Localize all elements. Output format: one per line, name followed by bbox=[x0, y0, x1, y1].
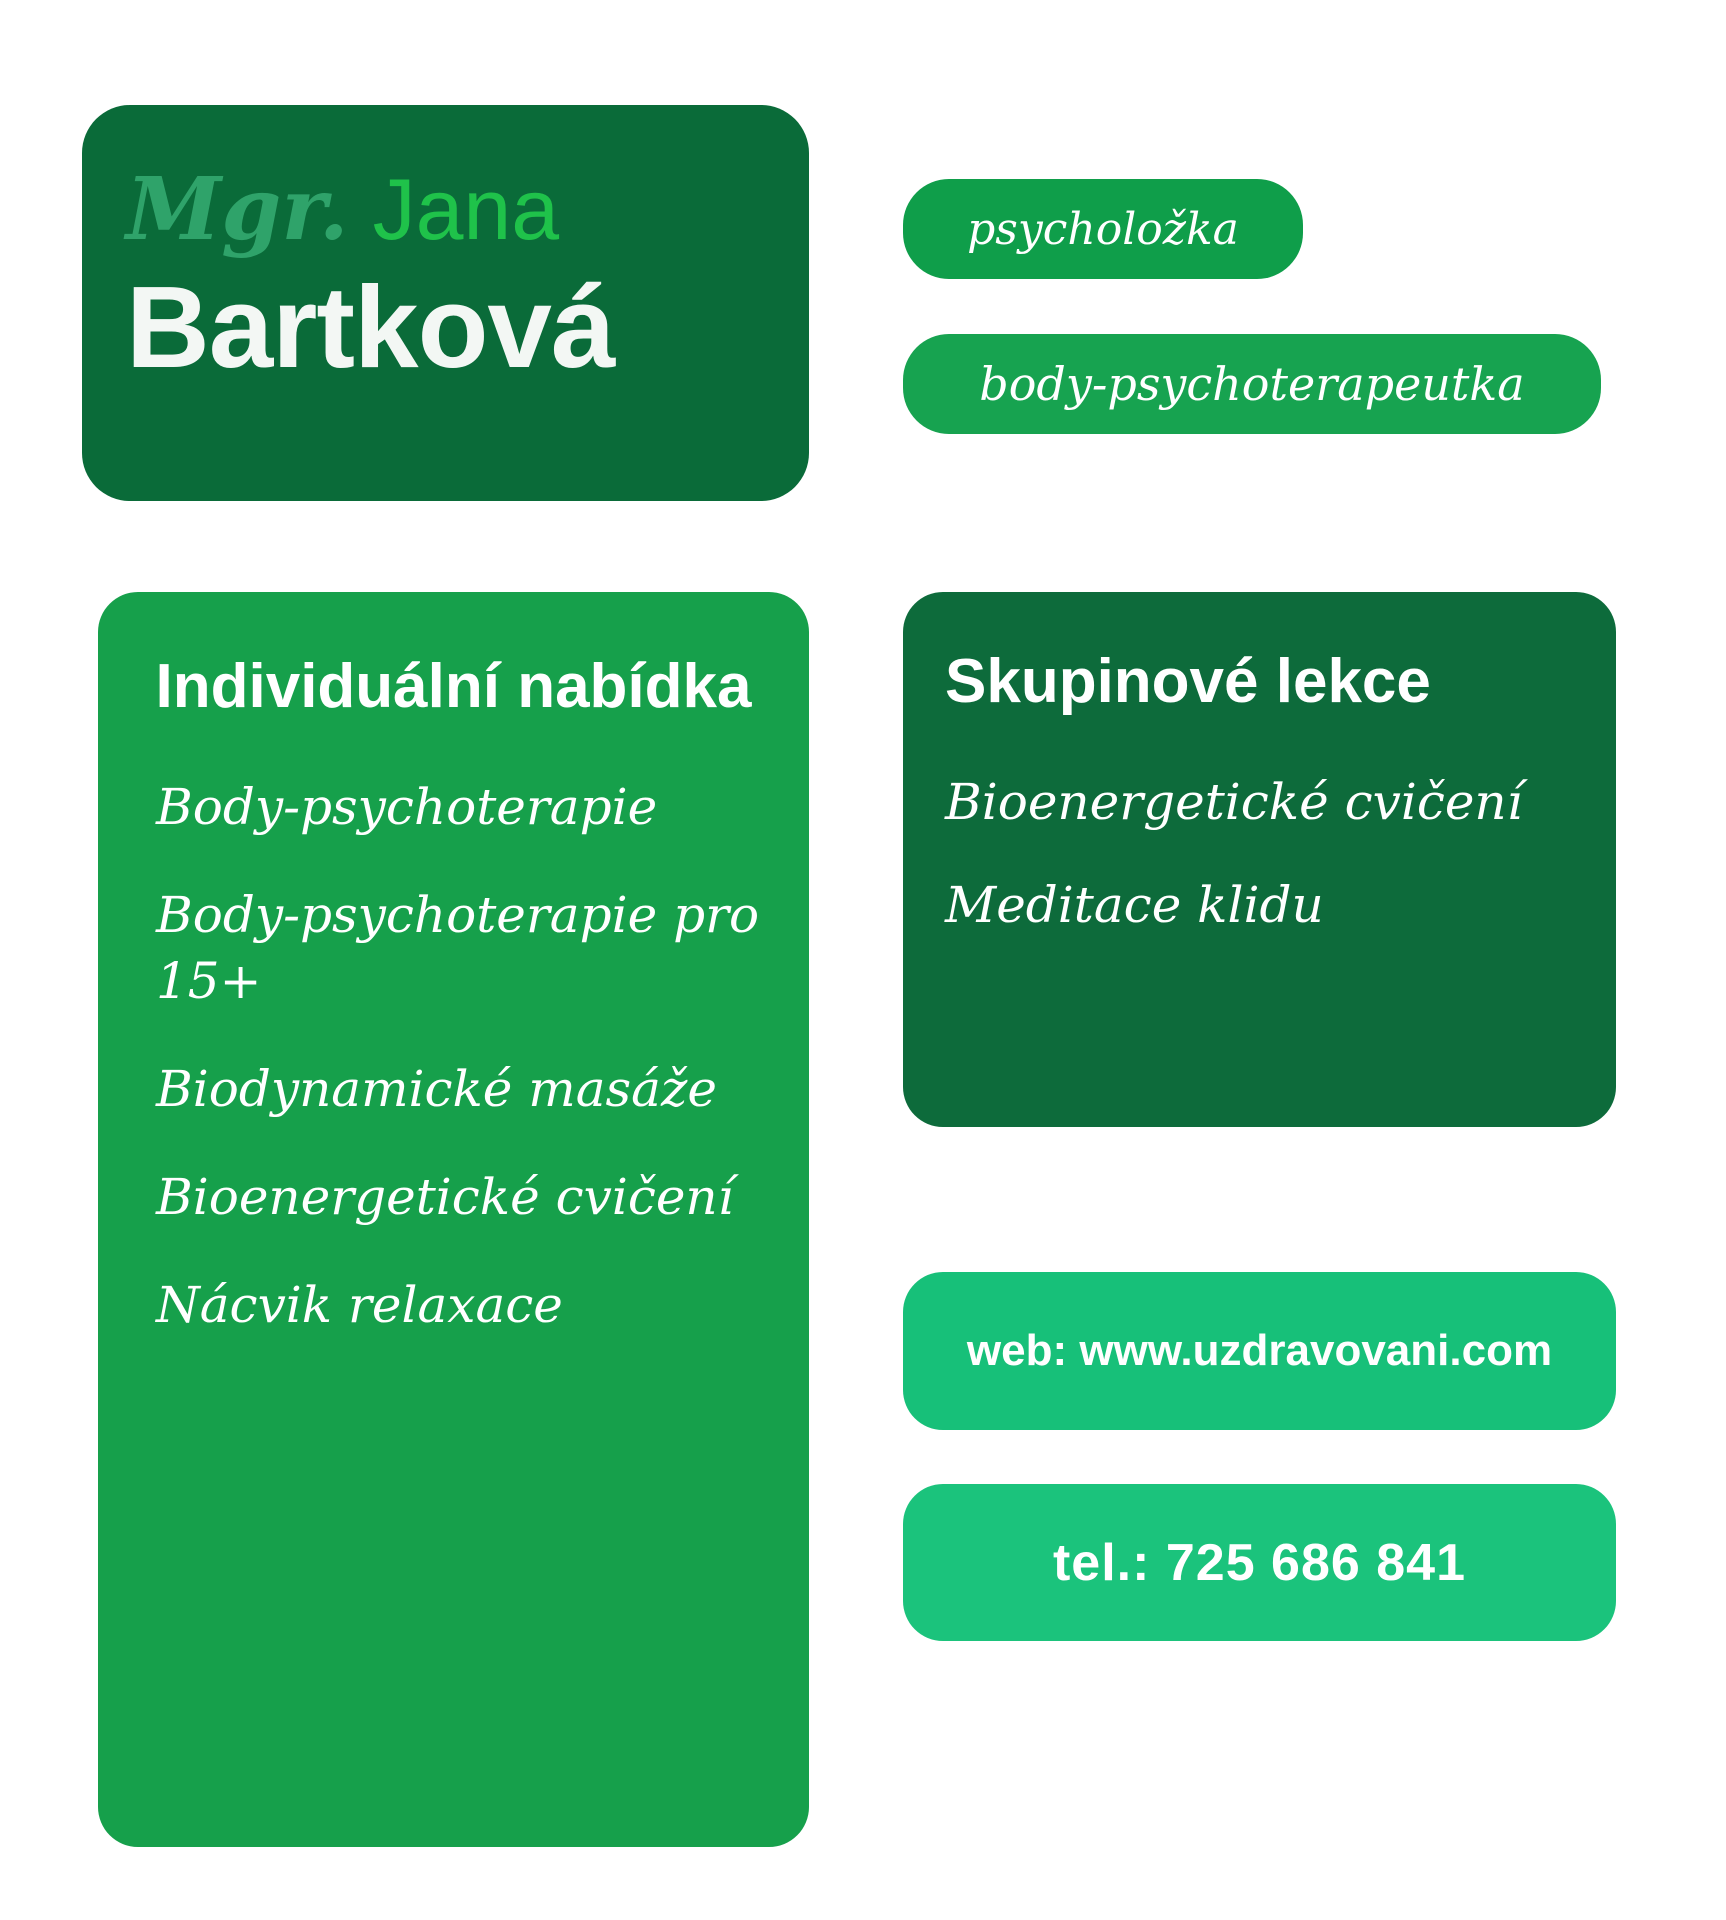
name-first: Jana bbox=[372, 162, 560, 258]
contact-website-label: web: www.uzdravovani.com bbox=[966, 1326, 1553, 1375]
role-badge-label: body-psychoterapeutka bbox=[979, 357, 1525, 411]
list-item: Bioenergetické cvičení bbox=[156, 1167, 734, 1226]
group-lessons-title: Skupinové lekce bbox=[945, 647, 1431, 716]
name-title-prefix: Mgr. bbox=[126, 159, 349, 260]
name-last: Bartková bbox=[126, 262, 615, 392]
individual-offer-title: Individuální nabídka bbox=[155, 652, 752, 721]
list-item: Meditace klidu bbox=[945, 876, 1324, 935]
role-badge-bodypsychotherapist bbox=[903, 334, 1601, 434]
group-lessons-list bbox=[945, 770, 1574, 938]
list-item: Nácvik relaxace bbox=[156, 1275, 563, 1334]
list-item: Body-psychoterapie pro 15+ bbox=[156, 885, 760, 1010]
group-lessons-card bbox=[903, 592, 1616, 1127]
list-item: Biodynamické masáže bbox=[156, 1059, 717, 1118]
individual-offer-card bbox=[98, 592, 809, 1847]
individual-offer-list bbox=[138, 774, 769, 1338]
list-item: Body-psychoterapie bbox=[156, 777, 658, 836]
role-badge-psychologist bbox=[903, 179, 1303, 279]
name-card bbox=[82, 105, 809, 501]
contact-website[interactable] bbox=[903, 1272, 1616, 1430]
role-badge-label: psycholožka bbox=[967, 203, 1239, 255]
name-line-primary bbox=[126, 159, 765, 260]
contact-phone[interactable] bbox=[903, 1484, 1616, 1641]
contact-phone-label: tel.: 725 686 841 bbox=[1052, 1533, 1467, 1592]
list-item: Bioenergetické cvičení bbox=[945, 773, 1523, 832]
